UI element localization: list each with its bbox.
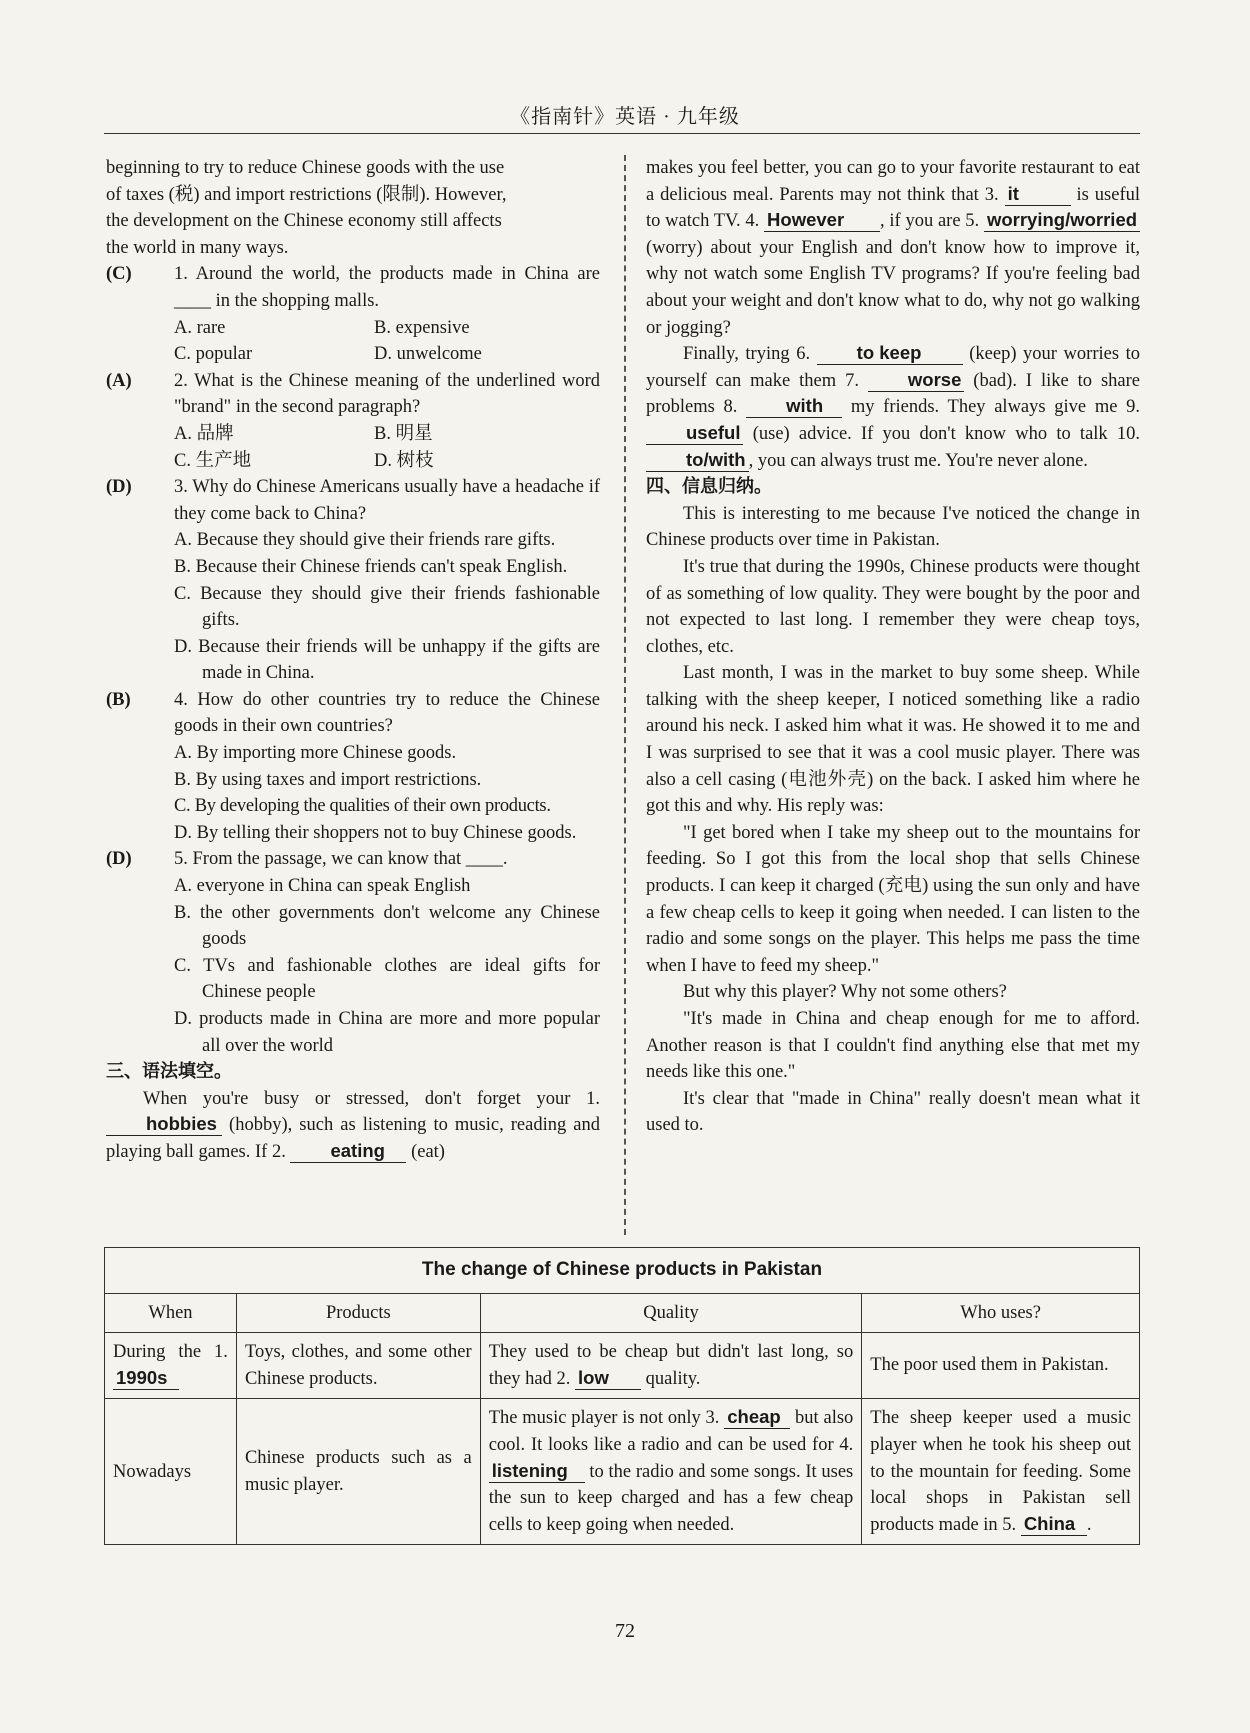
answer-5: (D): [106, 849, 132, 870]
table-row: [105, 1333, 1140, 1399]
table-header: Quality: [480, 1293, 862, 1333]
answer-3: (D): [106, 477, 132, 498]
grammar-text: makes you feel better, you can go to your favorite restaurant to eat a delicious meal. Parents may not think that 3. it is useful to watch TV. 4. However , if you are 5. worrying/worried (worry) about your English and don't know how to improve it, why not watch some English TV programs? If you're feeling bad about your weight and don't know what to do, why not go walking or jogging?: [646, 158, 1141, 338]
answer-blank: China: [1021, 1513, 1087, 1536]
table-cell: Toys, clothes, and some other Chinese products.: [236, 1333, 480, 1399]
option: D. 树枝: [374, 450, 434, 471]
option: B. 明星: [374, 423, 433, 444]
answer-blank: listening: [489, 1460, 585, 1483]
question-3: [106, 474, 600, 527]
intro-line: the world in many ways.: [106, 237, 289, 258]
question-2: [106, 368, 600, 421]
answer-blank: low: [575, 1367, 641, 1390]
answer-blank: worse: [868, 369, 964, 392]
summary-table: [104, 1247, 1140, 1545]
table-cell: Chinese products such as a music player.: [236, 1399, 480, 1545]
option: B. Because their Chinese friends can't speak English.: [174, 556, 568, 577]
answer-2: (A): [106, 370, 132, 391]
option: C. Because they should give their friends fashionable gifts.: [174, 583, 600, 631]
passage-paragraph: This is interesting to me because I've noticed the change in Chinese products over time in Pakistan.: [646, 503, 1140, 551]
passage-paragraph: But why this player? Why not some others?: [683, 982, 1007, 1003]
page-number: 72: [615, 1620, 635, 1642]
option: D. By telling their shoppers not to buy Chinese goods.: [174, 822, 577, 843]
question-text: 1. Around the world, the products made in China are ____ in the shopping malls.: [174, 264, 600, 311]
option: A. 品牌: [174, 423, 234, 444]
passage-paragraph: Last month, I was in the market to buy some sheep. While talking with the sheep keeper, I noticed something like a radio around his neck. I asked him what it was. He showed it to me and I was surprised to see that it was a cool music player. There was also a cell casing (电池外壳) on the back. I asked him where he got this and why. His reply was:: [646, 663, 1140, 817]
question-text: 2. What is the Chinese meaning of the underlined word "brand" in the second paragraph?: [174, 370, 600, 418]
option: A. Because they should give their friends rare gifts.: [174, 530, 556, 551]
option: A. rare: [174, 317, 226, 338]
table-cell: They used to be cheap but didn't last long, so they had 2. low quality.: [480, 1333, 862, 1399]
passage-paragraph: "I get bored when I take my sheep out to the mountains for feeding. So I got this from the local shop that sells Chinese products. I can keep it charged (充电) using the sun only and have a few cheap cells to keep it going when needed. I can listen to the radio and some songs on the player. This helps me pass the time when I have to feed my sheep.": [646, 822, 1140, 976]
option: D. Because their friends will be unhappy if the gifts are made in China.: [174, 636, 600, 684]
table-row: [105, 1399, 1140, 1545]
table-header: When: [105, 1293, 237, 1333]
answer-blank: to keep: [817, 342, 963, 365]
option: C. 生产地: [174, 450, 252, 471]
option: C. By developing the qualities of their own products.: [174, 796, 551, 817]
question-text: 3. Why do Chinese Americans usually have a headache if they come back to China?: [174, 477, 600, 524]
table-header: Products: [236, 1293, 480, 1333]
header-rule: [104, 133, 1140, 134]
question-4: [106, 687, 600, 740]
answer-1: (C): [106, 264, 132, 285]
option: A. By importing more Chinese goods.: [174, 743, 457, 764]
table-title: The change of Chinese products in Pakistan: [105, 1248, 1140, 1294]
table-cell: The music player is not only 3. cheap but also cool. It looks like a radio and can be used for 4. listening to the radio and some songs. It uses the sun to keep charged and has a few cheap cells to keep going when needed.: [480, 1399, 862, 1545]
option: B. the other governments don't welcome any Chinese goods: [174, 902, 600, 950]
s3-paragraph: When you're busy or stressed, don't forget your 1. hobbies (hobby), such as listening to music, reading and playing ball games. If 2. eating (eat): [106, 1088, 601, 1162]
table-header: Who uses?: [862, 1293, 1140, 1333]
option: B. expensive: [374, 317, 470, 338]
answer-blank: with: [746, 395, 842, 418]
question-text: 5. From the passage, we can know that ____.: [174, 849, 508, 870]
question-5: [106, 846, 600, 873]
answer-blank: cheap: [724, 1406, 790, 1429]
answer-blank: to/with: [646, 449, 749, 472]
column-divider: [624, 155, 626, 1235]
option: B. By using taxes and import restrictions.: [174, 769, 482, 790]
answer-blank: useful: [646, 422, 743, 445]
table-cell: The poor used them in Pakistan.: [862, 1333, 1140, 1399]
option: A. everyone in China can speak English: [174, 876, 471, 897]
grammar-text: Finally, trying 6. to keep (keep) your worries to yourself can make them 7. worse (bad). I like to share problems 8. with my friends. They always give me 9. useful (use) advice. If you don't know who to talk 10. to/with , you can always trust me. You're never alone.: [646, 342, 1141, 471]
answer-blank: worrying/worried: [984, 209, 1140, 232]
passage-paragraph: It's clear that "made in China" really doesn't mean what it used to.: [646, 1088, 1140, 1136]
answer-blank: However: [764, 209, 880, 232]
section-3-title: 三、语法填空。: [106, 1061, 232, 1083]
passage-paragraph: "It's made in China and cheap enough for me to afford. Another reason is that I couldn't find anything else that met my needs like this one.": [646, 1009, 1140, 1083]
question-1: [106, 261, 600, 314]
table-cell: During the 1. 1990s: [105, 1333, 237, 1399]
passage-paragraph: It's true that during the 1990s, Chinese products were thought of as something of low quality. They were bought by the poor and not expected to last long. I remember they were cheap toys, clothes, etc.: [646, 556, 1140, 657]
table-cell: The sheep keeper used a music player when he took his sheep out to the mountain for feeding. Some local shops in Pakistan sell products made in 5. China .: [862, 1399, 1140, 1545]
intro-line: of taxes (税) and import restrictions (限制). However,: [106, 184, 507, 205]
table-cell: Nowadays: [105, 1399, 237, 1545]
answer-blank: hobbies: [106, 1113, 222, 1136]
left-column: [106, 155, 600, 1166]
intro-line: the development on the Chinese economy still affects: [106, 211, 502, 232]
right-column: [646, 155, 1140, 1139]
answer-blank: it: [1005, 183, 1071, 206]
question-text: 4. How do other countries try to reduce the Chinese goods in their own countries?: [174, 689, 600, 737]
page-header: 《指南针》英语 · 九年级: [510, 106, 740, 128]
option: C. TVs and fashionable clothes are ideal gifts for Chinese people: [174, 955, 600, 1003]
answer-blank: eating: [290, 1140, 406, 1163]
answer-4: (B): [106, 689, 131, 710]
intro-line: beginning to try to reduce Chinese goods with the use: [106, 158, 505, 178]
option: D. unwelcome: [374, 344, 482, 365]
answer-blank: 1990s: [113, 1367, 179, 1390]
section-4-title: 四、信息归纳。: [646, 476, 772, 498]
option: C. popular: [174, 344, 253, 365]
option: D. products made in China are more and more popular all over the world: [174, 1009, 600, 1056]
